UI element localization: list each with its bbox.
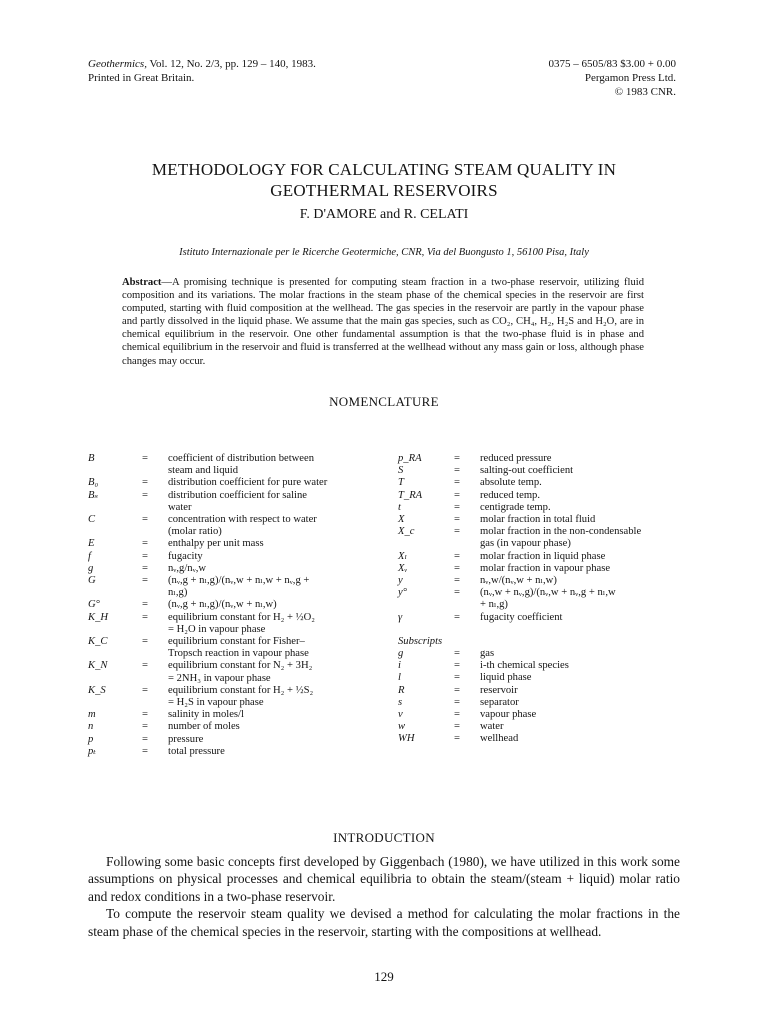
nomenclature-definition: number of moles (168, 721, 240, 733)
equals-sign: = (142, 453, 148, 464)
equals-sign: = (454, 709, 460, 721)
nomenclature-entry (88, 636, 360, 648)
nomenclature-definition: reservoir (480, 684, 518, 696)
subscripts-list (398, 648, 680, 746)
nomenclature-entry (398, 465, 680, 477)
publisher-block (548, 57, 676, 99)
intro-paragraph: To compute the reservoir steam quality we devised a method for calculating the molar fractions in the steam phase of the chemical species in the reservoir, starting with the compositions at wellhead. (88, 906, 680, 939)
nomenclature-entry (398, 551, 680, 563)
nomenclature-entry (398, 660, 680, 672)
nomenclature-entry (88, 599, 360, 611)
nomenclature-entry (88, 514, 360, 526)
equals-sign: = (142, 660, 148, 672)
nomenclature-entry (398, 490, 680, 502)
intro-paragraph: Following some basic concepts first developed by Giggenbach (1980), we have utilized in this work some assumptions on physical processes and chemical equilibria to obtain the steam/(steam + liquid) molar ratio and redox conditions in a two-phase reservoir. (88, 854, 680, 904)
printed-note: Printed in Great Britain. (88, 72, 195, 84)
nomenclature-symbol: w (398, 721, 406, 733)
nomenclature-entry (398, 538, 680, 550)
equals-sign: = (142, 733, 148, 745)
nomenclature-entry (88, 734, 360, 746)
nomenclature-definition: wellhead (480, 733, 519, 745)
nomenclature-symbol: S (398, 465, 404, 477)
nomenclature-symbol: s (398, 696, 403, 708)
nomenclature-symbol: g (88, 562, 94, 574)
nomenclature-symbol: K_C (88, 636, 108, 648)
nomenclature-entry (88, 490, 360, 502)
equals-sign: = (454, 477, 460, 489)
nomenclature-definition: equilibrium constant for Fisher– (168, 636, 305, 648)
nomenclature-symbol: G (88, 575, 96, 587)
nomenclature-symbol: Xᵥ (398, 562, 408, 574)
nomenclature-symbol: B (88, 453, 95, 464)
journal-citation (88, 57, 316, 85)
nomenclature-symbol: y (398, 575, 403, 587)
equals-sign: = (142, 562, 148, 574)
nomenclature-definition: water (480, 721, 504, 733)
nomenclature-definition: fugacity coefficient (480, 611, 563, 623)
nomenclature-definition: salting-out coefficient (480, 465, 574, 477)
nomenclature-entry (398, 709, 680, 721)
equals-sign: = (454, 587, 460, 599)
nomenclature-symbol: X (398, 514, 405, 526)
nomenclature-symbol: g (398, 648, 404, 660)
nomenclature-definition: steam and liquid (168, 465, 239, 477)
equals-sign: = (142, 684, 148, 696)
nomenclature-symbol: l (398, 672, 401, 684)
nomenclature-entry (88, 477, 360, 489)
nomenclature-entry (88, 624, 360, 636)
equals-sign: = (142, 745, 148, 757)
nomenclature-definition: molar fraction in the non-condensable (480, 526, 642, 538)
nomenclature-symbol: y° (398, 587, 407, 599)
nomenclature-definition: fugacity (168, 550, 203, 562)
nomenclature-definition: equilibrium constant for N₂ + 3H₂ (168, 660, 313, 672)
nomenclature-definition: Tropsch reaction in vapour phase (168, 648, 309, 660)
equals-sign: = (454, 526, 460, 538)
nomenclature-definition: = H₂S in vapour phase (168, 697, 264, 709)
introduction-body (88, 853, 680, 940)
nomenclature-entry (88, 465, 360, 477)
nomenclature-definition: + nₗ,g) (480, 599, 508, 611)
equals-sign: = (454, 684, 460, 696)
nomenclature-definition: pressure (168, 733, 204, 745)
nomenclature-definition: equilibrium constant for H₂ + ½S₂ (168, 684, 314, 696)
nomenclature-symbol: pₜ (88, 745, 96, 757)
nomenclature-entry (88, 612, 360, 624)
volume-info: Vol. 12, No. 2/3, pp. 129 – 140, 1983. (146, 58, 316, 70)
nomenclature-definition: separator (480, 696, 519, 708)
equals-sign: = (454, 465, 460, 477)
nomenclature-definition: salinity in moles/l (168, 709, 244, 721)
equals-sign: = (142, 721, 148, 733)
nomenclature-symbol: γ (398, 611, 403, 623)
equals-sign: = (454, 672, 460, 684)
abstract (122, 276, 644, 368)
nomenclature-definition: nᵥ,g/nᵥ,w (168, 562, 207, 574)
equals-sign: = (454, 453, 460, 464)
equals-sign: = (142, 599, 148, 611)
nomenclature-symbol: E (88, 538, 95, 550)
nomenclature-entry (88, 587, 360, 599)
nomenclature-definition: molar fraction in total fluid (480, 514, 596, 526)
nomenclature-entry (88, 721, 360, 733)
nomenclature-definition: water (168, 501, 192, 513)
subscripts-heading: Subscripts (398, 635, 443, 647)
equals-sign: = (142, 477, 148, 489)
nomenclature-entry (88, 648, 360, 660)
nomenclature-symbol: i (398, 660, 401, 672)
nomenclature-symbol: p (88, 733, 94, 745)
equals-sign: = (454, 733, 460, 745)
equals-sign: = (454, 562, 460, 574)
equals-sign: = (142, 538, 148, 550)
nomenclature-definition: (nᵥ,w + nᵥ,g)/(nᵥ,w + nᵥ,g + nₗ,w (480, 587, 616, 599)
abstract-label: Abstract (122, 277, 162, 288)
nomenclature-definition: reduced pressure (480, 453, 552, 464)
nomenclature-symbol: X_c (398, 526, 415, 538)
nomenclature-entry (398, 721, 680, 733)
paper-title (88, 159, 680, 201)
nomenclature-symbol: K_N (88, 660, 108, 672)
nomenclature-left-column (88, 453, 360, 758)
abstract-text: —A promising technique is presented for computing steam fraction in a two-phase reservoir, utilizing fluid composition and its variations. The molar fractions in the steam phase of the chemical species in the reservoir are first computed, starting with fluid composition at the wellhead. The gas species in the reservoir are partly in the vapour phase and partly dissolved in the liquid phase. We assume that the main gas species, such as CO₂, CH₄, H₂, H₂S and H₂O, are in chemical equilibrium in the reservoir. One other fundamental assumption is that the two-phase fluid is in phase and chemical equilibrium in the reservoir and fluid is transferred at the wellhead without any mass gain or loss, although phase changes may occur. (122, 277, 644, 367)
equals-sign: = (454, 514, 460, 526)
nomenclature-symbol: f (88, 550, 91, 562)
nomenclature-symbol: K_H (88, 611, 109, 623)
equals-sign: = (454, 611, 460, 623)
nomenclature-definition: nᵥ,w/(nᵥ,w + nₗ,w) (480, 575, 557, 587)
nomenclature-entry (398, 648, 680, 660)
nomenclature-symbol: Bₛ (88, 489, 99, 501)
equals-sign: = (142, 611, 148, 623)
nomenclature-entry (398, 502, 680, 514)
equals-sign: = (142, 636, 148, 648)
equals-sign: = (454, 550, 460, 562)
nomenclature-definition: = 2NH₃ in vapour phase (168, 672, 271, 684)
nomenclature-symbol: p_RA (398, 453, 422, 464)
equals-sign: = (142, 514, 148, 526)
equals-sign: = (142, 489, 148, 501)
equals-sign: = (454, 660, 460, 672)
nomenclature-symbol: Xₗ (398, 550, 408, 562)
nomenclature-symbol: C (88, 514, 96, 526)
nomenclature-definition: gas (480, 648, 495, 660)
nomenclature-entry (88, 526, 360, 538)
nomenclature-symbol: t (398, 501, 401, 513)
nomenclature-symbol: B₀ (88, 477, 99, 489)
nomenclature-symbol: G° (88, 599, 100, 611)
nomenclature-entry (398, 526, 680, 538)
nomenclature-entry (398, 587, 680, 599)
equals-sign: = (142, 550, 148, 562)
nomenclature-definition: coefficient of distribution between (168, 453, 315, 464)
nomenclature-definition: molar fraction in vapour phase (480, 562, 611, 574)
nomenclature-entry (88, 575, 360, 587)
citation-line (88, 57, 316, 71)
page-number: 129 (374, 969, 394, 984)
nomenclature-entry (398, 563, 680, 575)
nomenclature-definition: i-th chemical species (480, 660, 569, 672)
equals-sign: = (142, 709, 148, 721)
nomenclature-definition: enthalpy per unit mass (168, 538, 264, 550)
nomenclature-definition: absolute temp. (480, 477, 542, 489)
nomenclature-symbol: n (88, 721, 94, 733)
nomenclature-right-column (398, 453, 680, 746)
nomenclature-entry (398, 477, 680, 489)
nomenclature-heading: NOMENCLATURE (329, 394, 439, 409)
equals-sign: = (142, 575, 148, 587)
nomenclature-entry (398, 672, 680, 684)
issn-code: 0375 – 6505/83 $3.00 + 0.00 (548, 58, 676, 70)
nomenclature-definition: concentration with respect to water (168, 514, 317, 526)
equals-sign: = (454, 721, 460, 733)
nomenclature-definition: nₗ,g) (168, 587, 188, 599)
nomenclature-definition: (nᵥ,g + nₗ,g)/(nᵥ,w + nₗ,w) (168, 599, 277, 611)
nomenclature-entry (398, 575, 680, 587)
nomenclature-entry (88, 502, 360, 514)
nomenclature-definition: reduced temp. (480, 489, 541, 501)
nomenclature-symbol: m (88, 709, 96, 721)
nomenclature-symbol: R (398, 684, 405, 696)
authors: F. D'AMORE and R. CELATI (299, 207, 469, 222)
nomenclature-entry (88, 551, 360, 563)
nomenclature-definition: molar fraction in liquid phase (480, 550, 606, 562)
nomenclature-definition: vapour phase (480, 709, 537, 721)
nomenclature-definition: centigrade temp. (480, 501, 551, 513)
nomenclature-entry (398, 697, 680, 709)
nomenclature-definition: distribution coefficient for saline (168, 489, 307, 501)
nomenclature-entry (88, 709, 360, 721)
nomenclature-definition: gas (in vapour phase) (480, 538, 571, 550)
nomenclature-entry (88, 746, 360, 758)
nomenclature-definition: = H₂O in vapour phase (168, 623, 266, 635)
nomenclature-entry (398, 514, 680, 526)
publisher-name: Pergamon Press Ltd. (584, 72, 676, 84)
equals-sign: = (454, 489, 460, 501)
nomenclature-definition: distribution coefficient for pure water (168, 477, 328, 489)
equals-sign: = (454, 648, 460, 660)
title-line-2: GEOTHERMAL RESERVOIRS (270, 181, 498, 200)
journal-name: Geothermics, (88, 58, 147, 70)
nomenclature-entry (88, 563, 360, 575)
nomenclature-entry (88, 673, 360, 685)
nomenclature-entry (88, 453, 360, 465)
nomenclature-entry (88, 685, 360, 697)
nomenclature-entry (88, 697, 360, 709)
nomenclature-definition: (molar ratio) (168, 526, 222, 538)
introduction-heading: INTRODUCTION (333, 830, 435, 845)
nomenclature-entry (398, 685, 680, 697)
nomenclature-symbol: T (398, 477, 404, 489)
affiliation: Istituto Internazionale per le Ricerche Geotermiche, CNR, Via del Buongusto 1, 56100 Pisa, Italy (179, 247, 589, 258)
equals-sign: = (454, 575, 460, 587)
nomenclature-symbol: v (398, 709, 403, 721)
nomenclature-symbol: K_S (88, 684, 106, 696)
nomenclature-definition: liquid phase (480, 672, 532, 684)
title-line-1: METHODOLOGY FOR CALCULATING STEAM QUALITY IN (151, 160, 617, 179)
nomenclature-symbol: T_RA (398, 489, 423, 501)
nomenclature-entry (88, 538, 360, 550)
nomenclature-definition: equilibrium constant for H₂ + ½O₂ (168, 611, 315, 623)
equals-sign: = (454, 696, 460, 708)
nomenclature-entry (398, 599, 680, 611)
nomenclature-entry (398, 612, 680, 624)
nomenclature-definition: total pressure (168, 745, 225, 757)
equals-sign: = (454, 501, 460, 513)
nomenclature-entry (398, 453, 680, 465)
nomenclature-symbols-list (398, 453, 680, 624)
copyright-notice: © 1983 CNR. (614, 86, 676, 98)
nomenclature-definition: (nᵥ,g + nₗ,g)/(nᵥ,w + nₗ,w + nᵥ,g + (168, 575, 310, 587)
nomenclature-entry (88, 660, 360, 672)
nomenclature-entry (398, 733, 680, 745)
nomenclature-symbol: WH (398, 733, 415, 745)
